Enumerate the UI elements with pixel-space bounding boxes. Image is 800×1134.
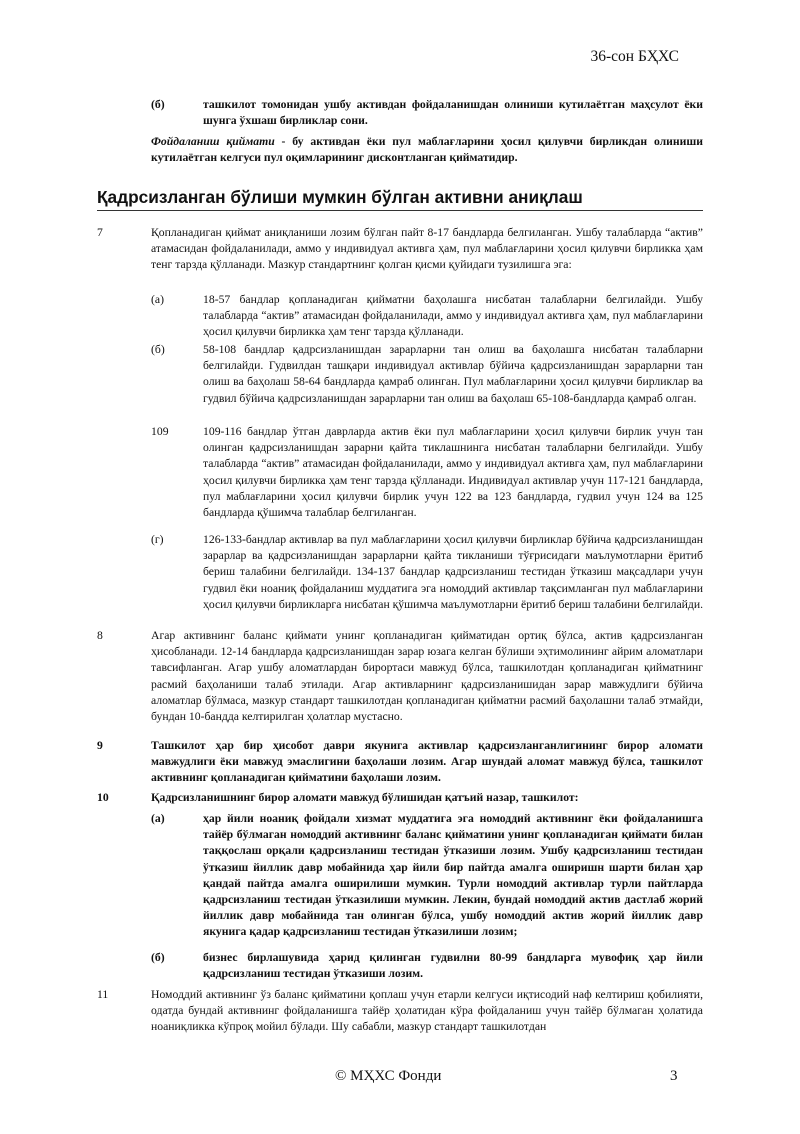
para-7b-label: (б) (151, 343, 165, 356)
footer-page-number: 3 (670, 1068, 678, 1084)
value-in-use-def: - бу активдан ёки пул маблағларини ҳосил қилувчи бирликдан олиниши кутилаётган келгуси пул оқимларининг дисконтланган қийматидир. (151, 135, 703, 165)
para-10a-text: ҳар йили ноаниқ фойдали хизмат муддатига эга номоддий активнинг ёки фойдаланишга тайёр бўлмаган номоддий активнинг баланс қийматини унинг қопланадиган қиймати билан таққослаш орқали қадрсизланиш тестидан ўтказиши лозим. Ушбу қадрсизланиш тестидан ўтказиш йиллик давр мобайнида ҳар йили бир пайтда амалга оширишн шарти билан ҳар қандай пайтда амалга оширилиши мумкин. Турли номоддий активлар турли пайтларда қадрсизланиш тестидан ўтказилиши мумкин. Лекин, бундай номоддий актив дастлаб жорий йиллик давр мобайнида тан олинган бўлса, ушбу номоддий актив жорий йиллик давр якунига қадар қадрсизланиш тестидан ўтказилиши лозим; (203, 812, 703, 939)
value-in-use-term: Фойдаланиш қиймати (151, 135, 275, 148)
para-7d-text: 126-133-бандлар активлар ва пул маблағларини ҳосил қилувчи бирликлар бўйича қадрсизланишдан зарарлар ва қадрсизланишдан зарарларни қайта тикланиши тўғрисидаги маълумотларни ёритиб бериш талабини белгилайди. 134-137 бандлар қадрсизланиш тестидан ўтказиш мақсадлари учун гудвил ёки ноаниқ фойдаланиш муддатига эга номоддий активлар тақсимланган пул маблағларини ҳосил қилувчи бирликларга нисбатан қўшимча маълумотларни ёритиб бериш талабини белгилайди. (203, 533, 704, 611)
para-7-number: 7 (97, 226, 103, 239)
para-7a-text: 18-57 бандлар қопланадиган қийматни баҳолашга нисбатан талабларни белгилайди. Ушбу талабларда “актив” атамасидан фойдаланилади, аммо у индивидуал активга ҳам, пул маблағларини ҳосил қилувчи бирликка ҳам тенг тарзда қўлланади. (203, 293, 703, 339)
para-8-text: Агар активнинг баланс қиймати унинг қопланадиган қийматидан ортиқ бўлса, актив қадрсизланган ҳисобланади. 12-14 бандларда қадрсизланишдан зарар юзага келган бўлиши эҳтимолининг айрим аломатлари тавсифланган. Агар ушбу аломатлардан бирортаси мавжуд бўлса, ташкилотдан қопланадиган қийматнинг расмий баҳоланиши талаб этилади. Агар активларнинг қадрсизланишидан зарар мавжудлиги бўйича аломатлар бўлмаса, мазкур стандарт ташкилотдан қопланадиган қийматни расмий баҳолашни талаб этмайди, бундан 10-бандда келтирилган ҳолатлар мустасно. (151, 629, 703, 724)
section-title: Қадрсизланган бўлиши мумкин бўлган активни аниқлаш (97, 187, 583, 207)
intro-item-b-label: (б) (151, 98, 165, 111)
footer-copyright: © МҲХС Фонди (335, 1068, 442, 1084)
para-7d-label: (г) (151, 533, 164, 546)
para-9-number: 9 (97, 739, 103, 752)
para-11-number: 11 (97, 988, 109, 1001)
para-10b-text: бизнес бирлашувида ҳарид қилинган гудвилни 80-99 бандларга мувофиқ ҳар йили қадрсизланиш тестидан ўтказиши лозим. (203, 951, 703, 981)
intro-item-b-text: ташкилот томонидан ушбу активдан фойдаланишдан олиниши кутилаётган маҳсулот ёки шунга ўхшаш бирликлар сони. (203, 98, 703, 128)
para-7c-label: 109 (151, 425, 169, 438)
para-11-text: Номоддий активнинг ўз баланс қийматини қоплаш учун етарли келгуси иқтисодий наф келтириш қобилияти, одатда бундай активнинг фойдаланишга тайёр ҳолатидан кўра фойдаланиш учун тайёр бўлмаган ҳолатида ноаниқликка кўпроқ мойил бўлади. Шу сабабли, мазкур стандарт ташкилотдан (151, 988, 703, 1034)
section-divider (97, 210, 703, 211)
para-10b-label: (б) (151, 951, 165, 964)
standard-header: 36-сон БҲХС (590, 48, 679, 65)
para-10-text: Қадрсизланишнинг бирор аломати мавжуд бўлишидан қатъий назар, ташкилот: (151, 791, 579, 804)
para-7b-text: 58-108 бандлар қадрсизланишдан зарарларни тан олиш ва баҳолашга нисбатан талабларни белгилайди. Гудвилдан ташқари индивидуал активлар бўйича қадрсизланишдан зарарларни тан олиш ва баҳолаш 58-64 бандларда қамраб олинган. Пул маблағларини ҳосил қилувчи бирликлар ва гудвил бўйича қадрсизланишдан зарарларни тан олиш ва баҳолаш 65-108-бандларда қамраб олган. (203, 343, 703, 405)
para-10a-label: (а) (151, 812, 165, 825)
para-7-text: Қопланадиган қиймат аниқланиши лозим бўлган пайт 8-17 бандларда белгиланган. Ушбу талабларда “актив” атамасидан фойдаланилади, аммо у индивидуал активга ҳам, пул маблағларини ҳосил қилувчи бирликка ҳам тенг тарзда қўлланади. Мазкур стандартнинг қолган қисми қуйидаги тузилишга эга: (151, 226, 703, 272)
para-8-number: 8 (97, 629, 103, 642)
para-9-text: Ташкилот ҳар бир ҳисобот даври якунига активлар қадрсизланганлигининг бирор аломати мавжудлиги ёки мавжуд эмаслигини баҳолаши лозим. Агар шундай аломат мавжуд бўлса, ташкилот активнинг қопланадиган қийматини баҳолаши лозим. (151, 739, 703, 785)
para-7c-text: 109-116 бандлар ўтган даврларда актив ёки пул маблағларини ҳосил қилувчи бирлик учун тан олинган қадрсизланишдан зарарни қайта тиклашнинга нисбатан талабларни белгилайди. Ушбу талабларда “актив” атамасидан фойдаланилади, аммо у индивидуал активга ҳам, пул маблағларини ҳосил қилувчи бирликка ҳам тенг тарзда қўлланади. Индивидуал активлар учун 117-121 бандларда, пул маблағларини ҳосил қилувчи бирлик учун 122 ва 123 бандларда, гудвил учун 124 ва 125 бандларда қўшимча талаблар белгиланган. (203, 425, 703, 520)
para-10-number: 10 (97, 791, 109, 804)
para-7a-label: (а) (151, 293, 164, 306)
value-in-use-definition (151, 134, 703, 166)
